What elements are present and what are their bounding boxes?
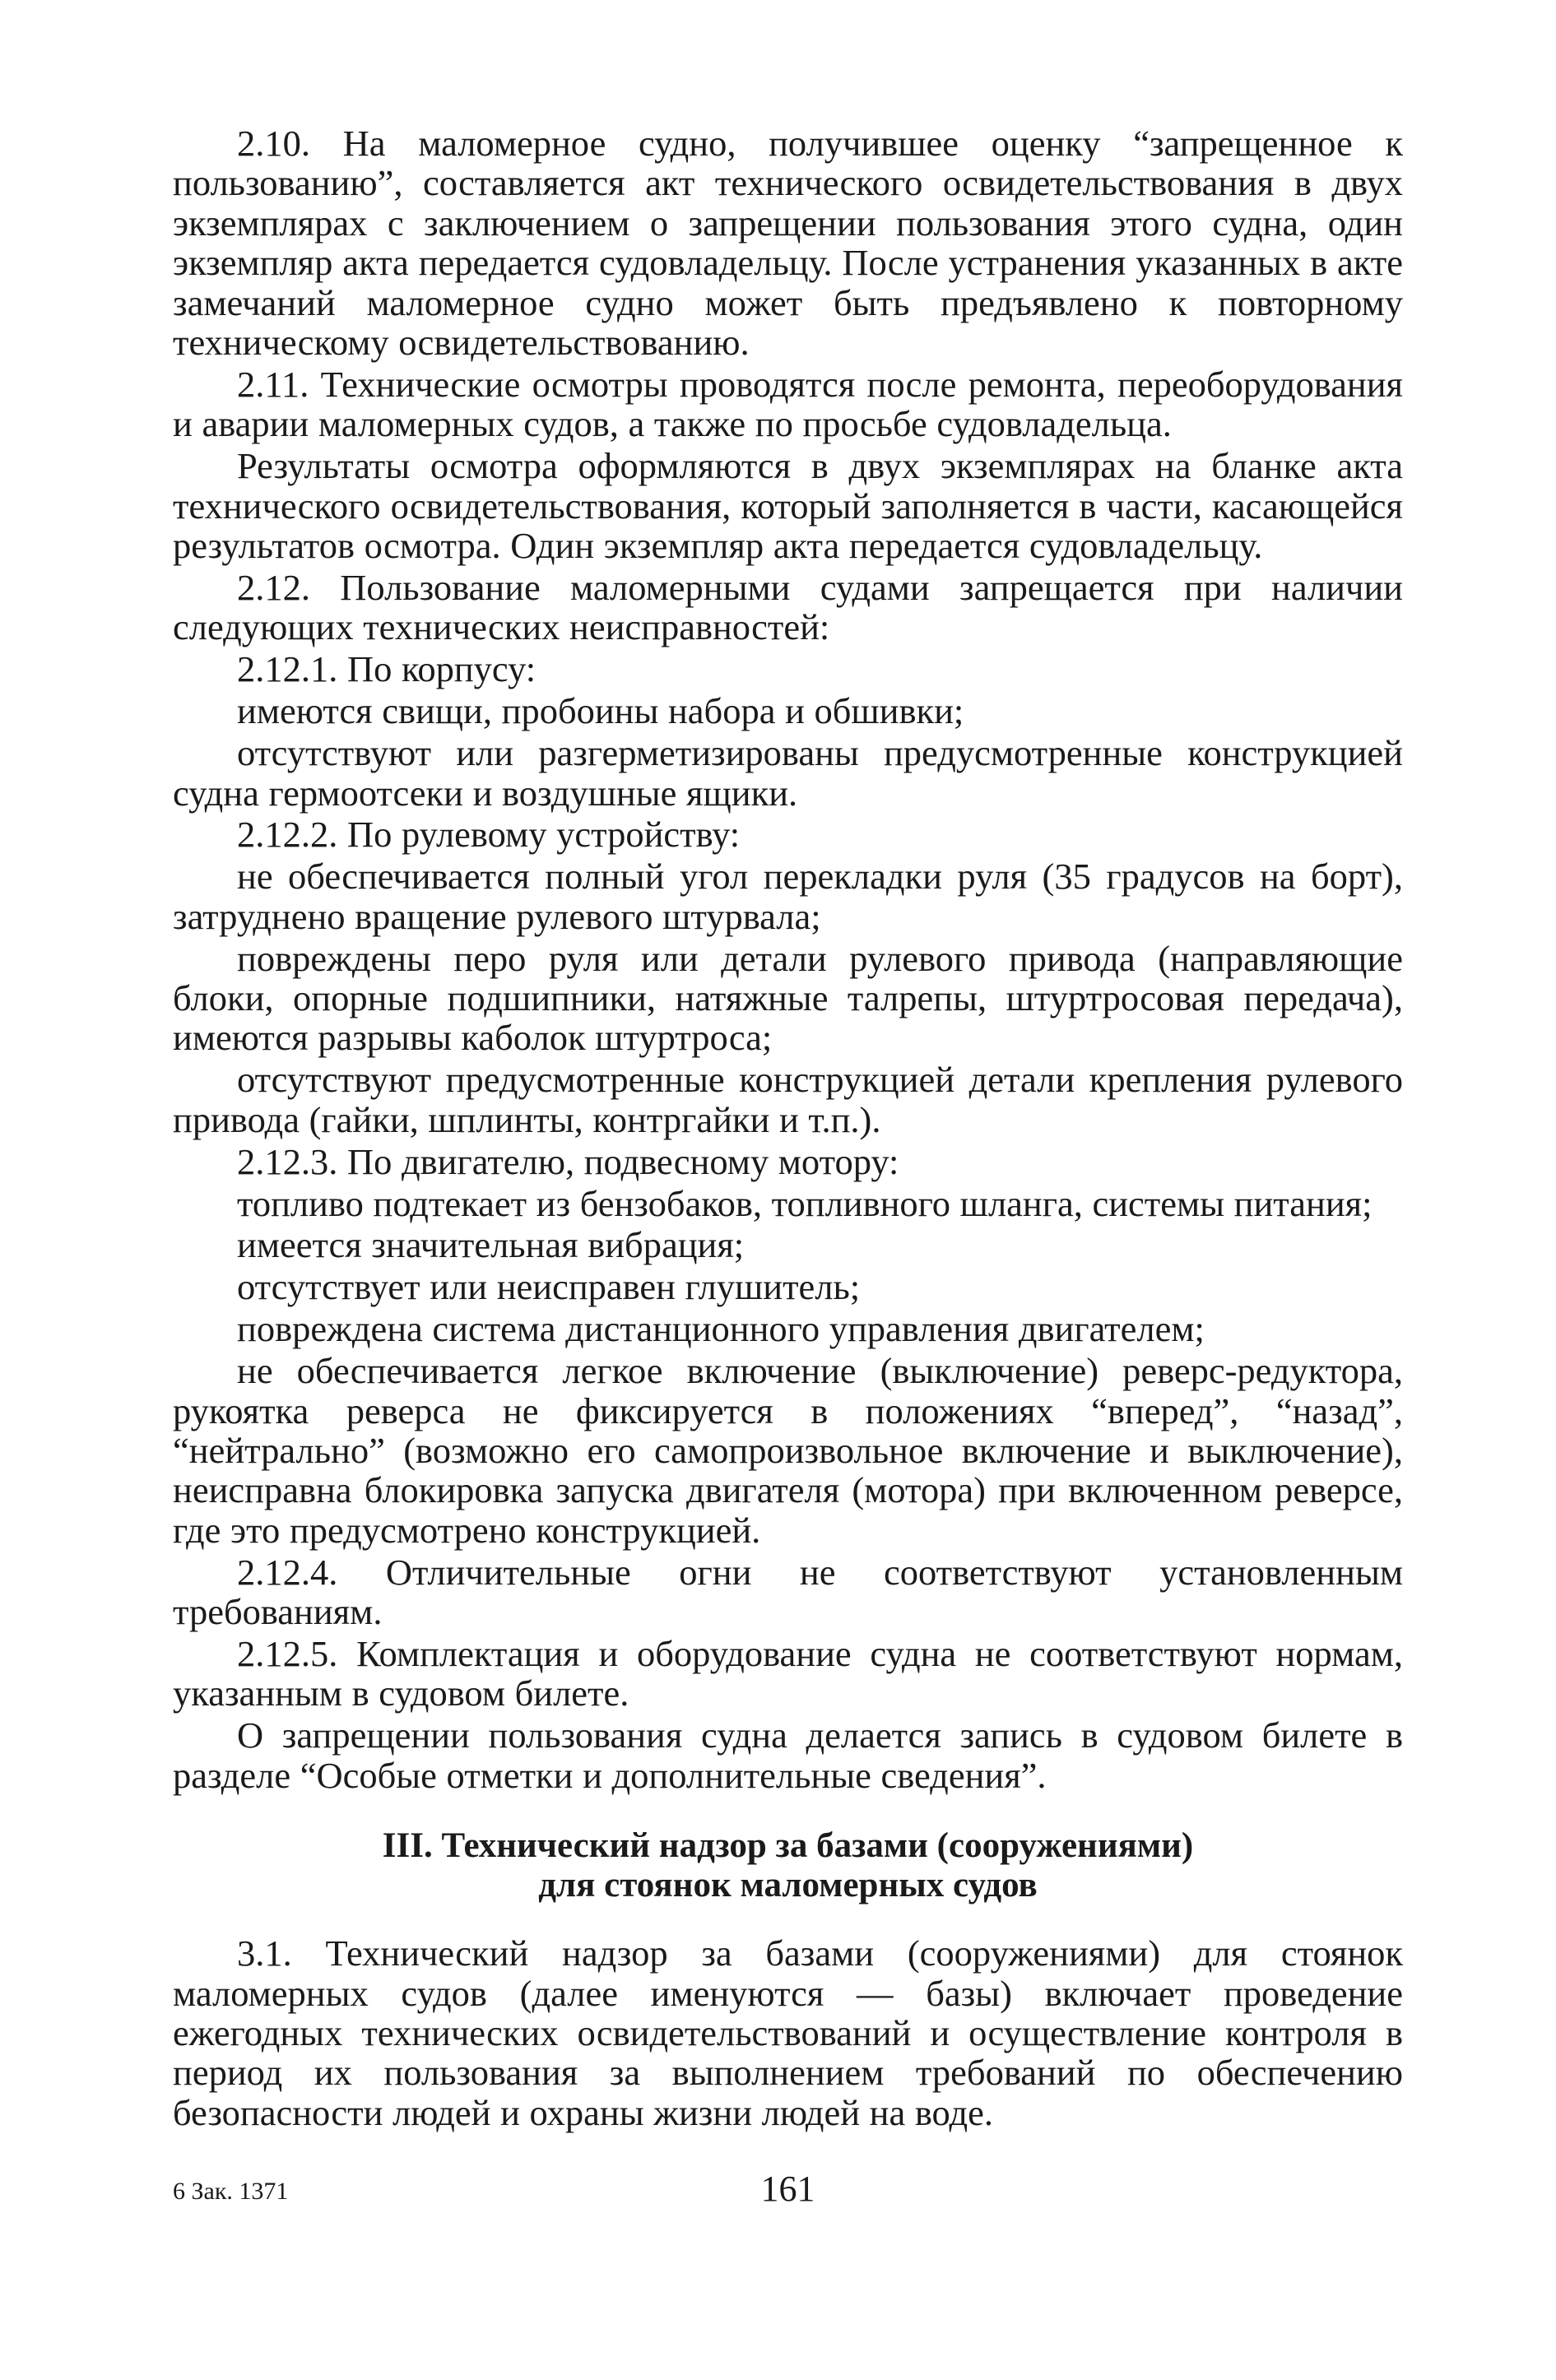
paragraph-ban-record: О запрещении пользования судна делается запись в судовом билете в разделе “Особые отметки и дополнительные сведения”. <box>173 1714 1403 1796</box>
page-footer <box>173 2168 1403 2217</box>
section-heading <box>173 1826 1403 1905</box>
paragraph-2-12-1: 2.12.1. По корпусу: <box>237 648 536 690</box>
list-item-vibration: имеется значительная вибрация; <box>237 1224 745 1266</box>
paragraph-2-12-5: 2.12.5. Комплектация и оборудование судна не соответствуют нормам, указанным в судовом билете. <box>173 1633 1403 1714</box>
section-heading-line-2: для стоянок маломерных судов <box>538 1866 1038 1905</box>
paragraph-inspection-results: Результаты осмотра оформляются в двух экземплярах на бланке акта технического освидетельствования, который заполняется в части, касающейся результатов осмотра. Один экземпляр акта передается судовладельцу. <box>173 445 1403 567</box>
document-page <box>173 123 1403 2135</box>
print-signature: 6 Зак. 1371 <box>173 2178 289 2205</box>
page-number: 161 <box>760 2169 815 2209</box>
list-item-reverse-gear: не обеспечивается легкое включение (выключение) реверс-редуктора, рукоятка реверса не фиксируется в положениях “вперед”, “назад”, “нейтрально” (возможно его самопроизвольное включение и выключение), неисправна блокировка запуска двигателя (мотора) при включенном реверсе, где это предусмотрено конструкцией. <box>173 1350 1403 1551</box>
paragraph-2-12-3: 2.12.3. По двигателю, подвесному мотору: <box>237 1140 899 1182</box>
list-item-fuel-leak: топливо подтекает из бензобаков, топливного шланга, системы питания; <box>237 1182 1373 1224</box>
paragraph-3-1: 3.1. Технический надзор за базами (сооружениями) для стоянок маломерных судов (далее именуются — базы) включает проведение ежегодных технических освидетельствований и осуществление контроля в период их пользования за выполнением требований по обеспечению безопасности людей и охраны жизни людей на воде. <box>173 1932 1403 2133</box>
list-item-rudder-damage: повреждены перо руля или детали рулевого привода (направляющие блоки, опорные подшипники, натяжные талрепы, штуртросовая передача), имеются разрывы каболок штуртроса; <box>173 937 1403 1059</box>
list-item-muffler: отсутствует или неисправен глушитель; <box>237 1266 861 1308</box>
list-item-remote-control: повреждена система дистанционного управления двигателем; <box>237 1308 1205 1350</box>
list-item-rudder-fasteners: отсутствуют предусмотренные конструкцией детали крепления рулевого привода (гайки, шплинты, контргайки и т.п.). <box>173 1059 1403 1140</box>
paragraph-2-12-4: 2.12.4. Отличительные огни не соответствуют установленным требованиям. <box>173 1551 1403 1633</box>
paragraph-2-12-2: 2.12.2. По рулевому устройству: <box>237 814 741 856</box>
list-item-rudder-angle: не обеспечивается полный угол перекладки руля (35 градусов на борт), затруднено вращение рулевого штурвала; <box>173 856 1403 937</box>
paragraph-2-10: 2.10. На маломерное судно, получившее оценку “запрещенное к пользованию”, составляется акт технического освидетельствования в двух экземплярах с заключением о запрещении пользования этого судна, один экземпляр акта передается судовладельцу. После устранения указанных в акте замечаний маломерное судно может быть предъявлено к повторному техническому освидетельствованию. <box>173 123 1403 364</box>
section-heading-line-1: III. Технический надзор за базами (сооружениями) <box>382 1826 1194 1866</box>
paragraph-2-11: 2.11. Технические осмотры проводятся после ремонта, переоборудования и аварии маломерных судов, а также по просьбе судовладельца. <box>173 363 1403 445</box>
paragraph-2-12: 2.12. Пользование маломерными судами запрещается при наличии следующих технических неисправностей: <box>173 566 1403 648</box>
list-item-hull-compartments: отсутствуют или разгерметизированы предусмотренные конструкцией судна гермоотсеки и воздушные ящики. <box>173 732 1403 814</box>
list-item-hull-leaks: имеются свищи, пробоины набора и обшивки; <box>237 690 964 732</box>
